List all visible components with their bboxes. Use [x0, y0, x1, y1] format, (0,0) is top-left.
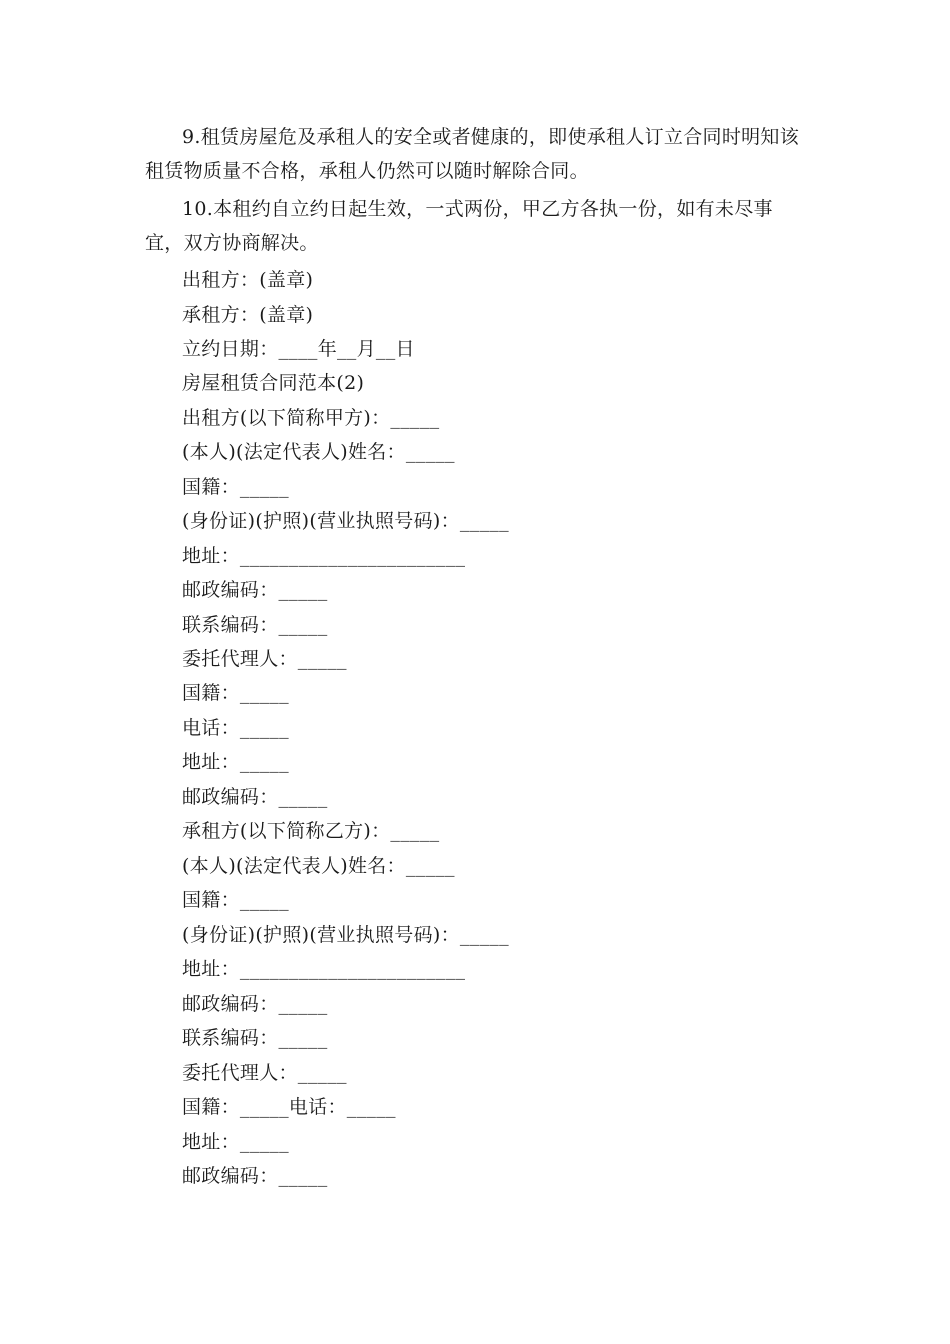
- party-b-id-line: (身份证)(护照)(营业执照号码)：_____: [182, 924, 509, 946]
- contract-date-line: 立约日期：____年__月__日: [182, 338, 415, 360]
- party-b-line: 承租方(以下简称乙方)：_____: [182, 820, 440, 842]
- party-a-contact-line: 联系编码：_____: [182, 614, 328, 636]
- document-page: [145, 0, 805, 1344]
- party-a-agent-nationality-line: 国籍：_____: [182, 682, 289, 704]
- party-a-address-line: 地址：_______________________: [182, 545, 466, 567]
- party-a-line: 出租方(以下简称甲方)：_____: [182, 407, 440, 429]
- party-a-id-line: (身份证)(护照)(营业执照号码)：_____: [182, 510, 509, 532]
- party-a-agent-phone-line: 电话：_____: [182, 717, 289, 739]
- party-b-agent-nationality-phone-line: 国籍：_____电话：_____: [182, 1096, 396, 1118]
- party-b-nationality-line: 国籍：_____: [182, 889, 289, 911]
- party-a-agent-line: 委托代理人：_____: [182, 648, 347, 670]
- party-b-contact-line: 联系编码：_____: [182, 1027, 328, 1049]
- lessee-seal-line: 承租方：(盖章): [182, 304, 314, 326]
- party-a-name-line: (本人)(法定代表人)姓名：_____: [182, 441, 455, 463]
- party-b-agent-line: 委托代理人：_____: [182, 1062, 347, 1084]
- party-b-postcode-line: 邮政编码：_____: [182, 993, 328, 1015]
- party-a-postcode-line: 邮政编码：_____: [182, 579, 328, 601]
- section-heading: 房屋租赁合同范本(2): [182, 372, 365, 394]
- party-b-name-line: (本人)(法定代表人)姓名：_____: [182, 855, 455, 877]
- clause-9-paragraph: 9.租赁房屋危及承租人的安全或者健康的，即使承租人订立合同时明知该租赁物质量不合格，承租人仍然可以随时解除合同。: [145, 126, 800, 182]
- party-a-agent-address-line: 地址：_____: [182, 751, 289, 773]
- lessor-seal-line: 出租方：(盖章): [182, 269, 314, 291]
- party-a-nationality-line: 国籍：_____: [182, 476, 289, 498]
- party-b-agent-postcode-line: 邮政编码：_____: [182, 1165, 328, 1187]
- party-a-agent-postcode-line: 邮政编码：_____: [182, 786, 328, 808]
- party-b-agent-address-line: 地址：_____: [182, 1131, 289, 1153]
- clause-10-paragraph: 10.本租约自立约日起生效，一式两份，甲乙方各执一份，如有未尽事宜，双方协商解决。: [145, 198, 773, 254]
- party-b-address-line: 地址：_______________________: [182, 958, 466, 980]
